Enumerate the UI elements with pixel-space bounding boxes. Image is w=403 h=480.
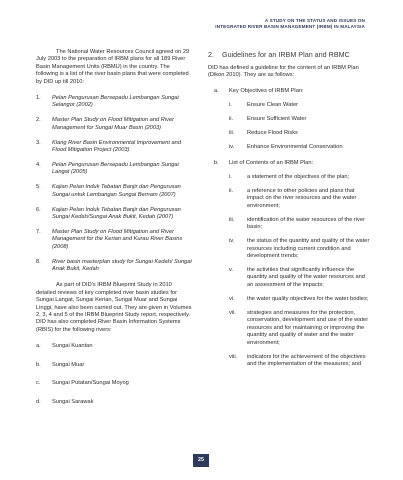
content-item: [229, 354, 370, 369]
item-text: Sungai Sarawak: [52, 398, 94, 405]
item-text: identification of the water resources of the river basin;: [247, 216, 365, 231]
item-text: Master Plan Study on Flood Mitigation and River Management for the Kerian and Kurau River Basins (2008): [52, 228, 183, 250]
key-objectives-block: [208, 88, 370, 152]
item-text: Kajian Pelan Induk Tebatan Banjir dan Pengurusan Sungai Kedah/Sungai Anak Bukit, Kedah (2007): [52, 206, 181, 220]
item-number: 3.: [36, 139, 41, 146]
plan-list-item: [36, 259, 193, 274]
river-list-item: [36, 399, 193, 406]
river-basin-plans-list: [36, 95, 193, 273]
content-item: [229, 296, 370, 303]
left-column: [36, 49, 193, 417]
right-column: [208, 50, 370, 375]
content-item: [229, 267, 370, 289]
item-text: Sungai Kuantan: [52, 343, 93, 350]
section-number: 2.: [208, 50, 214, 59]
item-letter: a.: [36, 343, 41, 350]
running-header: [215, 18, 365, 31]
item-text: a statement of the objectives of the plan;: [247, 174, 350, 181]
item-text: the activities that significantly influence the quantity and quality of the water resources and an assessment of the impacts;: [247, 267, 365, 288]
plan-list-item: [36, 117, 193, 132]
item-number: 8.: [36, 258, 41, 265]
item-text: River basin masterplan study for Sungai Kedah/ Sungai Anak Bukit, Kedah: [52, 258, 192, 273]
item-text: Ensure Sufficient Water: [247, 116, 307, 123]
item-text: the water quality objectives for the water bodies;: [247, 295, 369, 302]
item-numeral: iv.: [229, 238, 235, 245]
item-text: indicators for the achievement of the objectives and the implementation of the measures; and: [247, 353, 366, 367]
item-numeral: i.: [229, 174, 232, 181]
item-text: Sungai Putatan/Sungai Moyog: [52, 380, 129, 387]
plan-list-item: [36, 162, 193, 177]
content-item: [229, 188, 370, 210]
plan-list-item: [36, 95, 193, 110]
item-numeral: viii.: [229, 353, 238, 360]
item-letter: d.: [36, 398, 41, 405]
item-numeral: iii.: [229, 130, 235, 137]
item-text: Klang River Basin Environmental Improvement and Flood Mitigation Project (2003): [52, 139, 181, 154]
item-text: Ensure Clean Water: [247, 102, 298, 109]
item-letter: c.: [36, 380, 41, 387]
item-numeral: i.: [229, 102, 232, 109]
objective-item: [229, 102, 370, 109]
objective-item: [229, 116, 370, 123]
item-text: Kajian Pelan Induk Tebatan Banjir dan Pengurusan Sungai untuk Lembangan Sungai Bernam (2007): [52, 184, 181, 198]
plan-list-item: [36, 140, 193, 155]
item-text: a reference to other policies and plans that impact on the river resources and the water environment;: [247, 188, 357, 209]
item-number: 4.: [36, 161, 41, 168]
page-number: 25: [193, 454, 209, 467]
key-objectives-title: Key Objectives of IRBM Plan:: [229, 87, 304, 94]
rbis-rivers-list: [36, 343, 193, 406]
item-numeral: ii.: [229, 116, 234, 123]
item-numeral: iii.: [229, 216, 235, 223]
item-numeral: vi.: [229, 295, 235, 302]
item-number: 5.: [36, 184, 41, 191]
objective-item: [229, 130, 370, 137]
item-text: Master Plan Study on Flood Mitigation and River Management for Sungai Muar Basin (2003): [52, 117, 175, 131]
plan-list-item: [36, 229, 193, 251]
contents-list: [229, 174, 370, 368]
section-title: Guidelines for an IRBM Plan and RBMC: [222, 50, 350, 59]
item-text: Pelan Pengurusan Bersepadu Lembangan Sungai Selangor (2002): [52, 95, 179, 109]
river-list-item: [36, 362, 193, 369]
objective-item: [229, 144, 370, 151]
item-text: Sungai Muar: [52, 361, 85, 368]
block-a-label: a.: [214, 87, 219, 94]
objectives-list: [229, 102, 370, 151]
item-number: 1.: [36, 95, 41, 102]
header-line-1: A STUDY ON THE STATUS AND ISSUES ON: [264, 18, 365, 23]
section-heading: [208, 50, 370, 59]
item-numeral: iv.: [229, 144, 235, 151]
item-text: Pelan Pengurusan Bersepadu Lembangan Sungai Langat (2005): [52, 161, 179, 176]
river-list-item: [36, 380, 193, 387]
river-list-item: [36, 343, 193, 350]
item-text: strategies and measures for the protection, conservation, development and use of the water resources and for maintaining or improving the quantity and quality of water and the water environment;: [247, 309, 369, 346]
item-number: 2.: [36, 117, 41, 124]
plan-list-item: [36, 184, 193, 199]
item-number: 6.: [36, 206, 41, 213]
intro-paragraph: The National Water Resources Council agreed on 29 July 2003 to the preparation of IRBM plans for all 189 River Basin Management Units (RBMU) in the country. The following is a list of the river basin plans that were completed by DID up till 2010:: [36, 49, 190, 85]
item-numeral: v.: [229, 267, 234, 274]
blueprint-paragraph: As part of DID's IRBM Blueprint Study in 2010 detailed reviews of key completed river basin studies for Sungai Langat, Sungai Kerian, Sungai Muar and Sungai Linggi, have also been carried out. They are given in Volumes 2, 3, 4 and 5 of the IRBM Blueprint Study report, respectively. DID has also completed River Basin Information Systems (RBIS) for the following rivers:: [36, 282, 192, 333]
item-letter: b.: [36, 361, 41, 368]
header-line-2: INTEGRATED RIVER BASIN MANAGEMENT (IRBM) IN MALAYSIA: [215, 24, 365, 30]
contents-title: List of Contents of an IRBM Plan:: [229, 159, 314, 166]
item-numeral: ii.: [229, 188, 234, 195]
block-b-label: b.: [214, 159, 219, 166]
guideline-intro: DID has defined a guideline for the content of an IRBM Plan (Dikon 2010). They are as follows:: [208, 65, 359, 79]
content-item: [229, 217, 370, 232]
content-item: [229, 238, 370, 260]
contents-block: [208, 160, 370, 369]
item-text: Reduce Flood Risks: [247, 130, 298, 137]
item-numeral: vii.: [229, 309, 236, 316]
item-number: 7.: [36, 228, 41, 235]
plan-list-item: [36, 207, 193, 222]
item-text: the status of the quantity and quality of the water resources including current condition and development trends;: [247, 238, 370, 260]
content-item: [229, 174, 370, 181]
content-item: [229, 310, 370, 347]
item-text: Enhance Environmental Conservation: [247, 144, 343, 151]
